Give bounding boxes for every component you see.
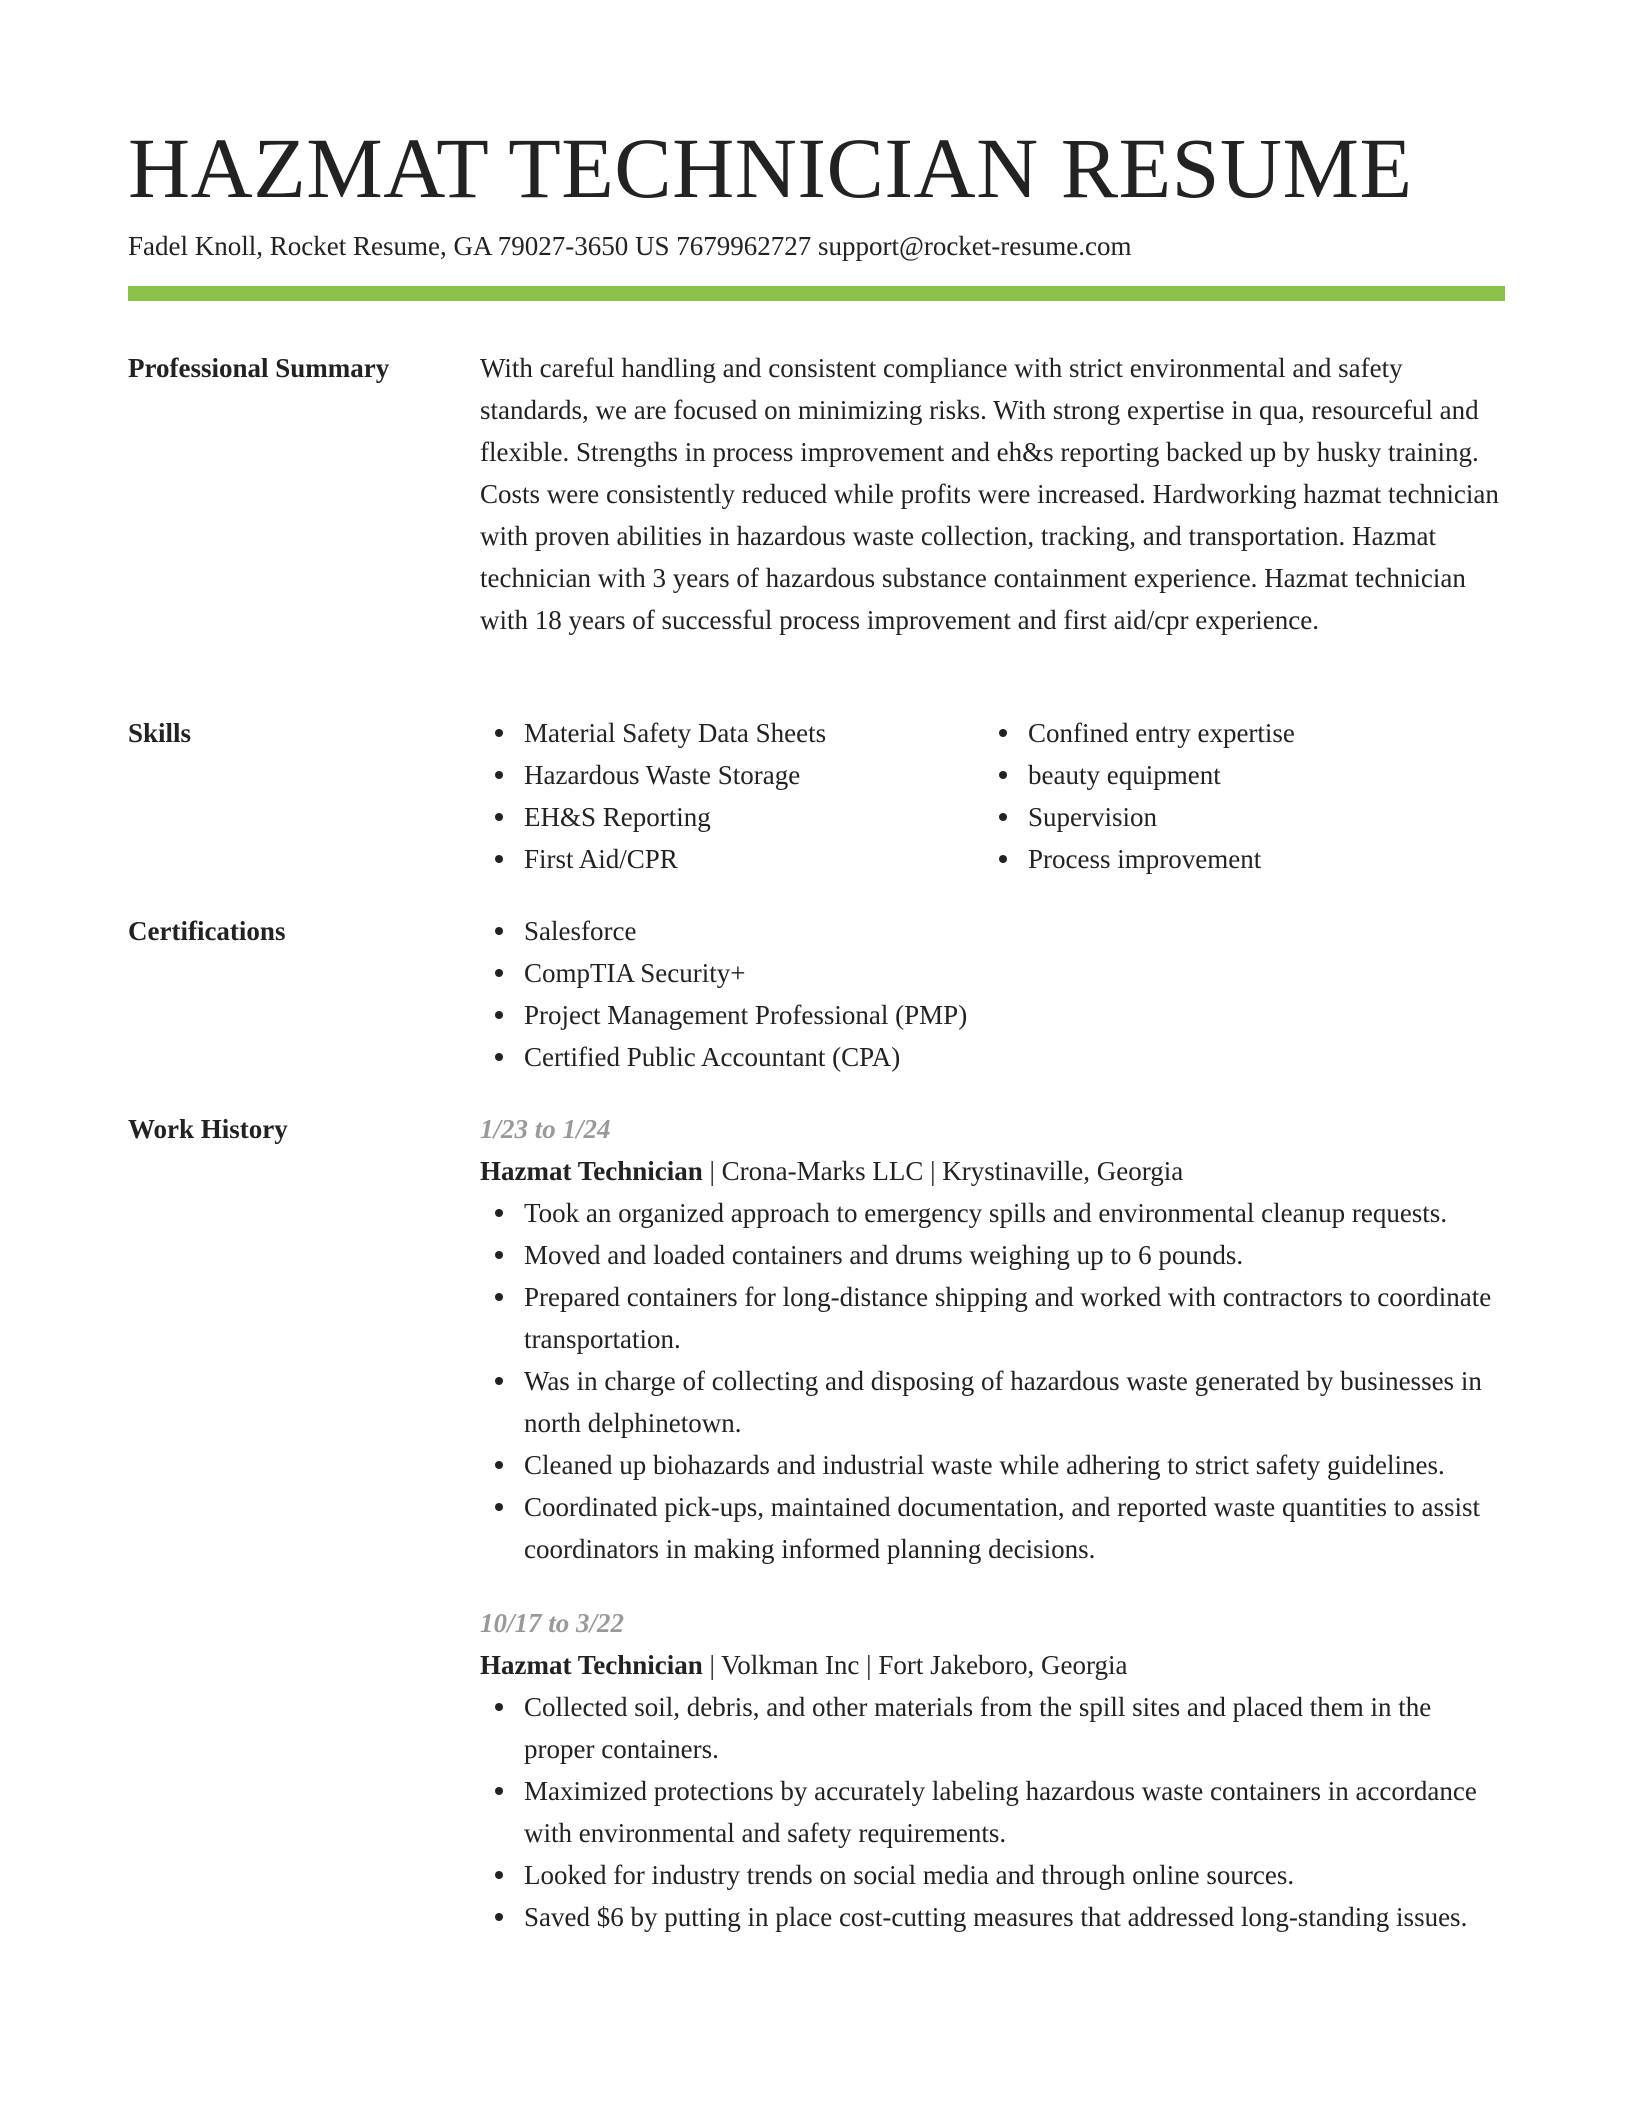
job-bullet: Cleaned up biohazards and industrial waste while adhering to strict safety guidelines. bbox=[480, 1444, 1505, 1486]
skill-item: Hazardous Waste Storage bbox=[480, 754, 984, 796]
job-dates: 1/23 to 1/24 bbox=[480, 1114, 611, 1144]
job-bullet-list bbox=[480, 1686, 1505, 1938]
contact-info: Fadel Knoll, Rocket Resume, GA 79027-3650 US 7679962727 support@rocket-resume.com bbox=[128, 231, 1132, 261]
job-entry bbox=[480, 1602, 1505, 1938]
summary-body bbox=[480, 347, 1505, 641]
certifications-heading: Certifications bbox=[128, 916, 286, 946]
resume-header bbox=[128, 118, 1505, 264]
skill-item: Supervision bbox=[984, 796, 1488, 838]
certification-item: CompTIA Security+ bbox=[480, 952, 1505, 994]
skills-column-right bbox=[984, 712, 1488, 880]
job-bullet: Maximized protections by accurately labeling hazardous waste containers in accordance with environmental and safety requirements. bbox=[480, 1770, 1505, 1854]
job-bullet: Took an organized approach to emergency spills and environmental cleanup requests. bbox=[480, 1192, 1505, 1234]
job-heading bbox=[480, 1150, 1505, 1192]
job-bullet: Coordinated pick-ups, maintained documentation, and reported waste quantities to assist coordinators in making informed planning decisions. bbox=[480, 1486, 1505, 1570]
job-title: Hazmat Technician bbox=[480, 1650, 703, 1680]
certifications-list bbox=[480, 910, 1505, 1078]
certification-item: Salesforce bbox=[480, 910, 1505, 952]
job-bullet: Looked for industry trends on social media and through online sources. bbox=[480, 1854, 1505, 1896]
skill-item: Material Safety Data Sheets bbox=[480, 712, 984, 754]
summary-text: With careful handling and consistent compliance with strict environmental and safety standards, we are focused on minimizing risks. With strong expertise in qua, resourceful and flexible. Strengths in process improvement and eh&s reporting backed up by husky training. Costs were consistently reduced while profits were increased. Hardworking hazmat technician with proven abilities in hazardous waste collection, tracking, and transportation. Hazmat technician with 3 years of hazardous substance containment experience. Hazmat technician with 18 years of successful process improvement and first aid/cpr experience. bbox=[480, 353, 1499, 635]
skill-item: beauty equipment bbox=[984, 754, 1488, 796]
job-company-location: | Crona-Marks LLC | Krystinaville, Georgia bbox=[702, 1156, 1184, 1186]
certifications-body bbox=[480, 910, 1505, 1078]
job-bullet: Moved and loaded containers and drums weighing up to 6 pounds. bbox=[480, 1234, 1505, 1276]
header-divider bbox=[128, 286, 1505, 301]
job-bullet: Collected soil, debris, and other materials from the spill sites and placed them in the proper containers. bbox=[480, 1686, 1505, 1770]
skill-item: First Aid/CPR bbox=[480, 838, 984, 880]
job-heading bbox=[480, 1644, 1505, 1686]
page-title: HAZMAT TECHNICIAN RESUME bbox=[128, 120, 1413, 216]
work-history-body bbox=[480, 1108, 1505, 1938]
job-dates: 10/17 to 3/22 bbox=[480, 1608, 625, 1638]
job-bullet: Prepared containers for long-distance shipping and worked with contractors to coordinate transportation. bbox=[480, 1276, 1505, 1360]
skill-item: Process improvement bbox=[984, 838, 1488, 880]
skills-body bbox=[480, 712, 1505, 880]
skills-column-left bbox=[480, 712, 984, 880]
certification-item: Certified Public Accountant (CPA) bbox=[480, 1036, 1505, 1078]
job-bullet: Was in charge of collecting and disposing of hazardous waste generated by businesses in north delphinetown. bbox=[480, 1360, 1505, 1444]
job-bullet-list bbox=[480, 1192, 1505, 1570]
skills-heading: Skills bbox=[128, 718, 192, 748]
skills-list-left bbox=[480, 712, 984, 880]
job-entry bbox=[480, 1108, 1505, 1570]
job-company-location: | Volkman Inc | Fort Jakeboro, Georgia bbox=[702, 1650, 1128, 1680]
skill-item: EH&S Reporting bbox=[480, 796, 984, 838]
work-history-heading: Work History bbox=[128, 1114, 288, 1144]
summary-heading: Professional Summary bbox=[128, 353, 390, 383]
skills-list-right bbox=[984, 712, 1488, 880]
job-bullet: Saved $6 by putting in place cost-cutting measures that addressed long-standing issues. bbox=[480, 1896, 1505, 1938]
job-title: Hazmat Technician bbox=[480, 1156, 703, 1186]
certification-item: Project Management Professional (PMP) bbox=[480, 994, 1505, 1036]
skill-item: Confined entry expertise bbox=[984, 712, 1488, 754]
